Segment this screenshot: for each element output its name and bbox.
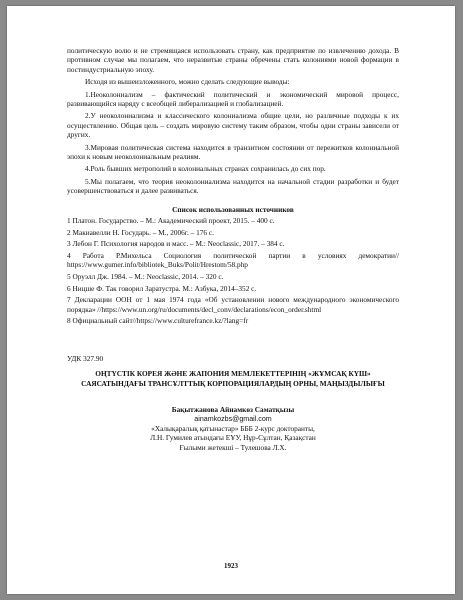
reference-item: 4 Работа Р.Михельса Социология политической партии в условиях демократии// https://www.gumer.info/bibliotek_Buks/Polit/Hrestom/58.php <box>67 251 399 270</box>
paragraph-continuation: политическую волю и не стремящаяся использовать страну, как предприятие по извлечению дохода. В противном случае мы полагаем, что неразвитые страны обречены стать колониями новой формации в постиндустриальную эпоху. <box>67 46 399 74</box>
conclusion-item: 5.Мы полагаем, что теория неоколониализма находится на начальной стадии разработки и будет усовершенствоваться и далее развиваться. <box>67 176 399 196</box>
article-title: ОҢТҮСТІК КОРЕЯ ЖӘНЕ ЖАПОНИЯ МЕМЛЕКЕТТЕРІНІҢ «ЖҰМСАҚ КҮШ» САЯСАТЫНДАҒЫ ТРАНСҰЛТТЫҚ КОРПОРАЦИЯЛАРДЫҢ ОРНЫ, МАҢЫЗДЫЛЫҒЫ <box>81 369 385 388</box>
udc-code: УДК 327.90 <box>67 353 104 363</box>
author-university: Л.Н. Гумилев атындағы ЕҰУ, Нұр-Сұлтан, Қазақстан <box>150 433 316 443</box>
conclusion-item: 3.Мировая политическая система находится в транзитном состоянии от пережитков колониальной эпохи к новым неоколониальным реалиям. <box>67 142 399 162</box>
reference-item: 1 Платон. Государство. – М.: Академический проект, 2015. – 400 с. <box>67 216 275 226</box>
page-number: 1923 <box>224 562 238 570</box>
conclusion-item: 1.Неоколониализм – фактический политический и экономический мировой процесс, развивающийся наряду с всеобщей либерализацией и глобализацией. <box>67 89 399 109</box>
reference-item: 6 Ницше Ф. Так говорил Заратустра. М.: Азбука, 2014–352 с. <box>67 283 257 293</box>
conclusion-item: 4.Роль бывших метрополий в колониальных странах сохранилась до сих пор. <box>85 164 326 174</box>
author-name: Бақытжанова Айнамкөз Саматқызы <box>171 405 295 415</box>
reference-item: 7 Декларации ООН от 1 мая 1974 года «Об установлении нового международного экономического порядка» //https://www.un.org/ru/documents/decl_conv/declarations/econ_order.shtml <box>67 295 399 314</box>
author-email: ainamkozbs@gmail.com <box>194 414 272 423</box>
reference-item: 5 Оруэлл Дж. 1984. – М.: Neoclassic, 2014. – 320 с. <box>67 272 224 282</box>
reference-item: 3 Лебон Г. Психология народов и масс. – М.: Neoclassic, 2017. – 384 с. <box>67 239 285 249</box>
references-title: Список использованных источников <box>172 204 294 214</box>
conclusion-item: 2.У неоколониализма и классического колониализма общие цели, но различные подходы к их осуществлению. Общая цель – создать мировую систему таким образом, чтобы одни страны зависели от других. <box>67 111 399 140</box>
scientific-supervisor: Ғылыми жетекші – Тулешова Л.Х. <box>179 442 287 452</box>
paragraph-conclusions-intro: Исходя из вышеизложенного, можно сделать следующие выводы: <box>85 77 290 87</box>
author-affiliation: «Халықаралық қатынастар» БББ 2-курс докторанты, <box>151 424 315 434</box>
page-content <box>67 46 399 452</box>
document-page <box>7 6 455 594</box>
reference-item: 2 Макиавелли Н. Государь. – М., 2006г. – 176 с. <box>67 227 214 237</box>
reference-item: 8 Официальный сайт//https://www.culturefrance.kz/?lang=fr <box>67 316 249 326</box>
